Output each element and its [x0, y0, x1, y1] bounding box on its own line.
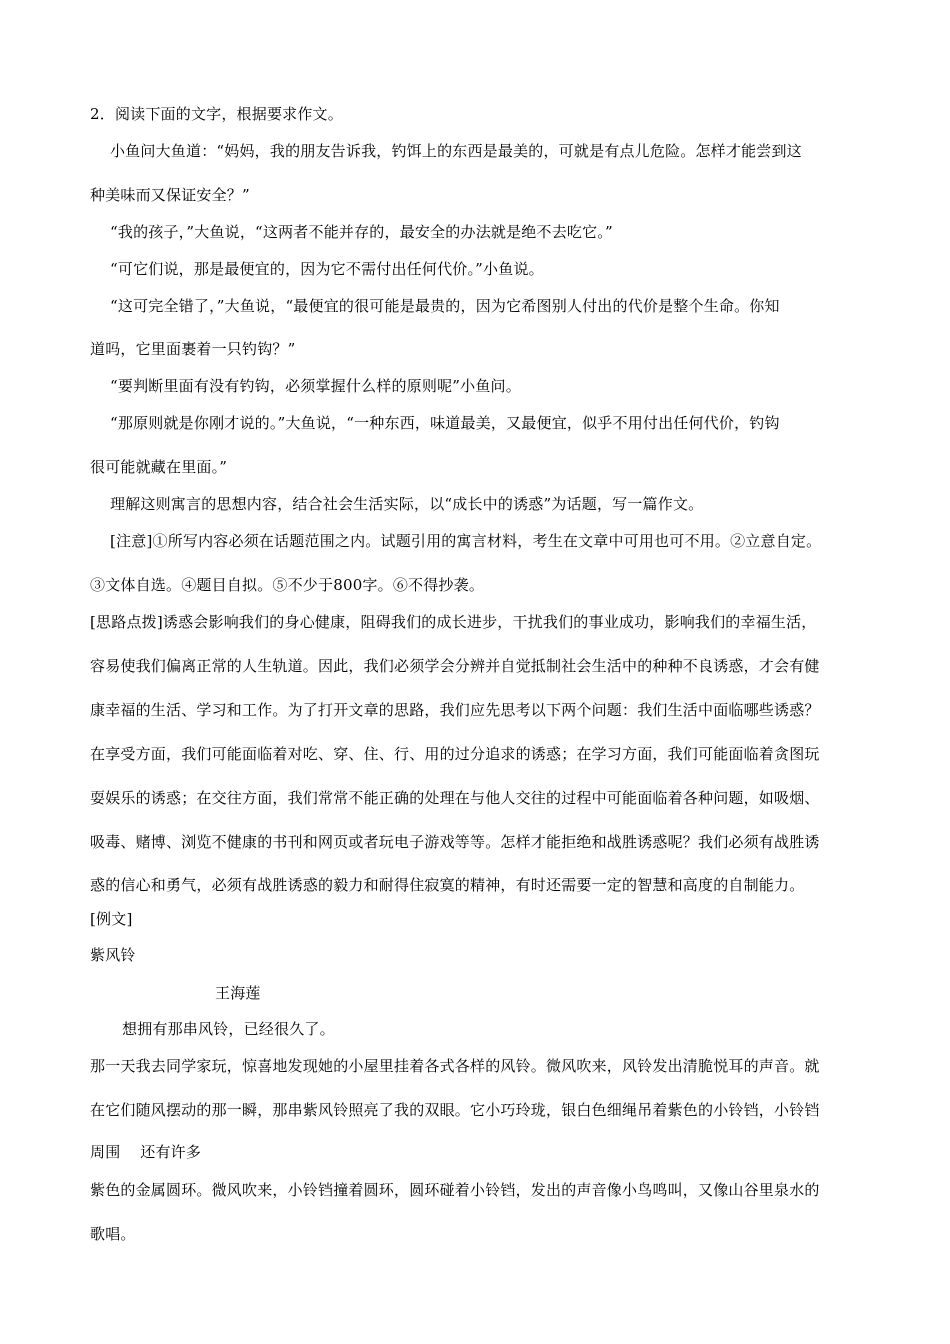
hint-line: 耍娱乐的诱惑；在交往方面，我们常常不能正确的处理在与他人交往的过程中可能面临着各种问题，如吸烟、: [90, 789, 820, 807]
essay-line: 歌唱。: [90, 1225, 136, 1243]
paragraph-line: “我的孩子，”大鱼说，“这两者不能并存的，最安全的办法就是绝不去吃它。”: [110, 223, 613, 241]
paragraph-line: 小鱼问大鱼道：“妈妈，我的朋友告诉我，钓饵上的东西是最美的，可就是有点儿危险。怎样才能尝到这: [110, 142, 802, 160]
essay-line: 想拥有那串风铃，已经很久了。: [122, 1020, 335, 1038]
paragraph-line: 种美味而又保证安全？”: [90, 186, 250, 204]
paragraph-line: “那原则就是你刚才说的。”大鱼说，“一种东西，味道最美，又最便宜，似乎不用付出任何代价，钓钩: [110, 414, 780, 432]
hint-line: 在享受方面，我们可能面临着对吃、穿、住、行、用的过分追求的诱惑；在学习方面，我们可能面临着贪图玩: [90, 745, 820, 763]
paragraph-line: “这可完全错了，”大鱼说，“最便宜的很可能是最贵的，因为它希图别人付出的代价是整个生命。你知: [110, 297, 780, 315]
essay-line: 紫色的金属圆环。微风吹来，小铃铛撞着圆环，圆环碰着小铃铛，发出的声音像小鸟鸣叫，又像山谷里泉水的: [90, 1181, 820, 1199]
hint-line: [思路点拨]诱惑会影响我们的身心健康，阻碍我们的成长进步，干扰我们的事业成功，影响我们的幸福生活，: [90, 613, 817, 631]
essay-line: 在它们随风摆动的那一瞬，那串紫风铃照亮了我的双眼。它小巧玲珑，银白色细绳吊着紫色的小铃铛，小铃铛: [90, 1101, 820, 1119]
note-line: ③文体自选。④题目自拟。⑤不少于800字。⑥不得抄袭。: [90, 576, 485, 594]
paragraph-line: “可它们说，那是最便宜的，因为它不需付出任何代价。”小鱼说。: [110, 260, 544, 278]
essay-line: 那一天我去同学家玩，惊喜地发现她的小屋里挂着各式各样的风铃。微风吹来，风铃发出清脆悦耳的声音。就: [90, 1057, 820, 1075]
essay-line: 周围 还有许多: [90, 1143, 202, 1161]
paragraph-line: “要判断里面有没有钓钩，必须掌握什么样的原则呢”小鱼问。: [110, 377, 521, 395]
essay-title: 紫风铃: [90, 946, 136, 964]
paragraph-line: 很可能就藏在里面。”: [90, 458, 228, 476]
note-line: [注意]①所写内容必须在话题范围之内。试题引用的寓言材料，考生在文章中可用也可不用。②立意自定。: [110, 532, 822, 550]
hint-line: 吸毒、赌博、浏览不健康的书刊和网页或者玩电子游戏等等。怎样才能拒绝和战胜诱惑呢？我们必须有战胜诱: [90, 833, 820, 851]
essay-author: 王海莲: [215, 984, 261, 1002]
question-number-line: 2．阅读下面的文字，根据要求作文。: [90, 105, 343, 123]
paragraph-line: 道吗，它里面裹着一只钓钩？”: [90, 340, 296, 358]
example-label: [例文]: [90, 910, 133, 928]
paragraph-line: 理解这则寓言的思想内容，结合社会生活实际，以“成长中的诱惑”为话题，写一篇作文。: [110, 495, 704, 513]
hint-line: 康幸福的生活、学习和工作。为了打开文章的思路，我们应先思考以下两个问题：我们生活中面临哪些诱惑？: [90, 701, 820, 719]
hint-line: 容易使我们偏离正常的人生轨道。因此，我们必须学会分辨并自觉抵制社会生活中的种种不良诱惑，才会有健: [90, 657, 820, 675]
hint-line: 惑的信心和勇气，必须有战胜诱惑的毅力和耐得住寂寞的精神，有时还需要一定的智慧和高度的自制能力。: [90, 876, 805, 894]
